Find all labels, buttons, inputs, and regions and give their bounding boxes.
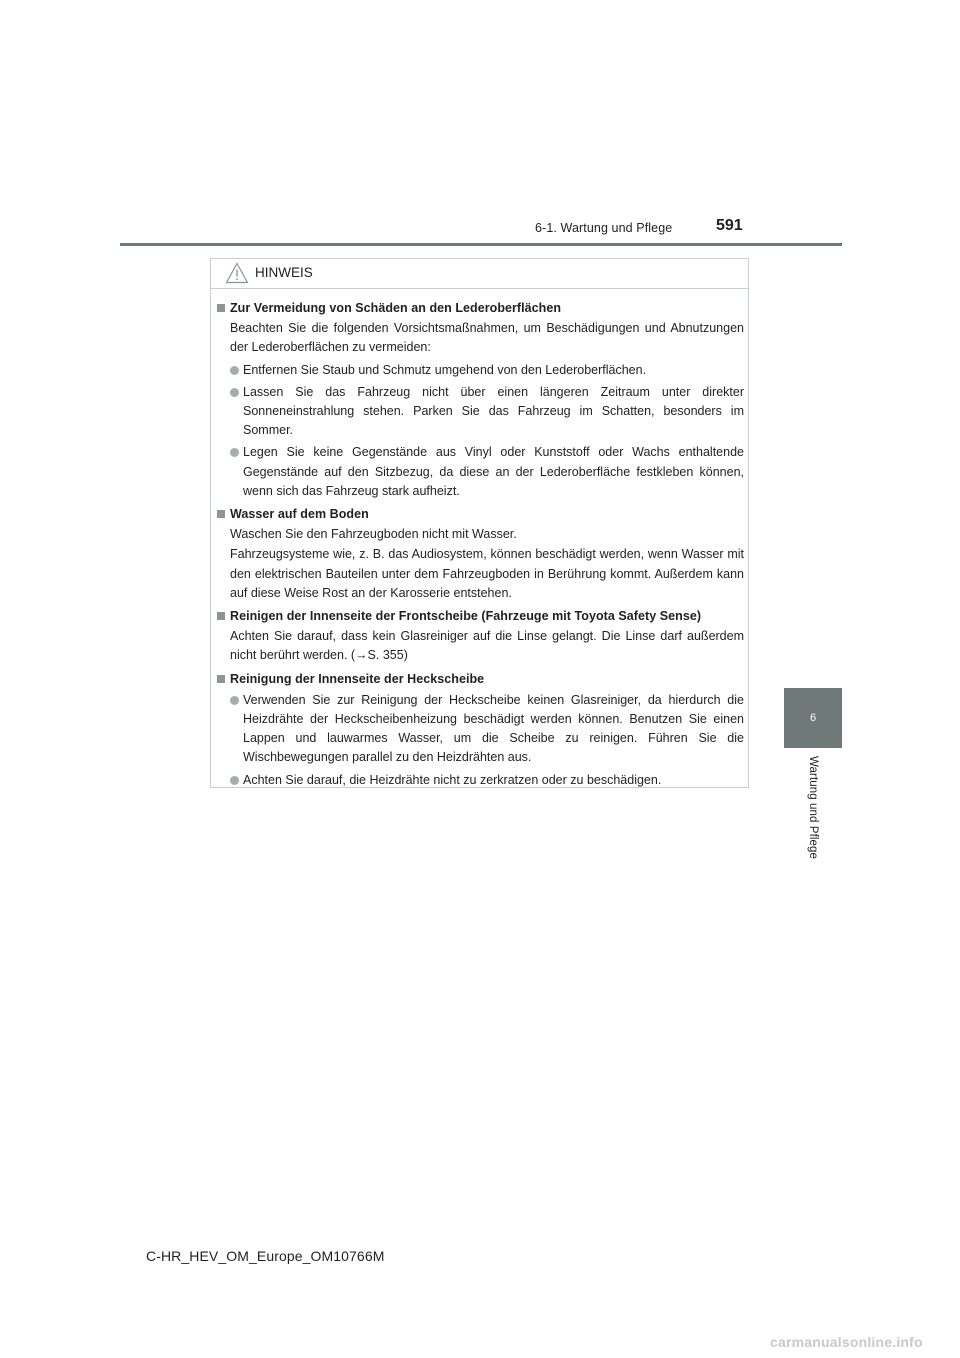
- notice-box: [210, 258, 749, 788]
- square-bullet-icon: [217, 612, 225, 620]
- chapter-label: Wartung und Pflege: [807, 756, 819, 860]
- paragraph: Beachten Sie die folgenden Vorsichtsmaßnahmen, um Beschädigungen und Abnutzungen der Lederoberflächen zu vermeiden:: [230, 321, 744, 355]
- notice-title: HINWEIS: [255, 265, 313, 280]
- circle-bullet-icon: [230, 366, 239, 375]
- square-bullet-icon: [217, 304, 225, 312]
- paragraph: Achten Sie darauf, dass kein Glasreiniger auf die Linse gelangt. Die Linse darf außerdem nicht berührt werden. (→S. 355): [230, 629, 744, 663]
- paragraph: Waschen Sie den Fahrzeugboden nicht mit Wasser.: [230, 527, 517, 542]
- section-heading: Wasser auf dem Boden: [217, 505, 744, 524]
- list-item: Verwenden Sie zur Reinigung der Heckscheibe keinen Glasreiniger, da hierdurch die Heizdrähte der Heckscheibenheizung beschädigt werden können. Benutzen Sie einen Lappen und lauwarmes Wasser, um die Scheibe zu reinigen. Führen Sie die Wischbewegungen parallel zu den Heizdrähten aus.: [217, 691, 744, 768]
- circle-bullet-icon: [230, 388, 239, 397]
- chapter-number: 6: [809, 712, 817, 724]
- circle-bullet-icon: [230, 448, 239, 457]
- paragraph: Fahrzeugsysteme wie, z. B. das Audiosystem, können beschädigt werden, wenn Wasser mit den elektrischen Bauteilen unter dem Fahrzeugboden in Berührung kommt. Außerdem kann auf diese Weise Rost an der Karosserie entstehen.: [230, 547, 744, 600]
- section-heading: Zur Vermeidung von Schäden an den Lederoberflächen: [217, 299, 744, 318]
- section-title: 6-1. Wartung und Pflege: [535, 221, 673, 235]
- chapter-tab[interactable]: [784, 688, 842, 748]
- section-heading: Reinigung der Innenseite der Heckscheibe: [217, 670, 744, 689]
- circle-bullet-icon: [230, 696, 239, 705]
- square-bullet-icon: [217, 510, 225, 518]
- list-item: Legen Sie keine Gegenstände aus Vinyl oder Kunststoff oder Wachs enthaltende Gegenstände auf den Sitzbezug, da diese an der Lederoberfläche festkleben können, wenn sich das Fahrzeug stark aufheizt.: [217, 443, 744, 501]
- square-bullet-icon: [217, 675, 225, 683]
- list-item: Entfernen Sie Staub und Schmutz umgehend von den Lederoberflächen.: [217, 361, 744, 380]
- header-divider: [120, 243, 842, 246]
- warning-triangle-icon: [225, 262, 249, 284]
- circle-bullet-icon: [230, 776, 239, 785]
- watermark[interactable]: carmanualsonline.info: [770, 1334, 923, 1350]
- list-item: Achten Sie darauf, die Heizdrähte nicht zu zerkratzen oder zu beschädigen.: [217, 771, 744, 790]
- notice-header: [211, 259, 748, 289]
- chapter-label-container: [784, 756, 842, 876]
- page-number: 591: [716, 217, 743, 234]
- notice-body: [217, 299, 744, 793]
- document-id: C-HR_HEV_OM_Europe_OM10766M: [146, 1248, 385, 1264]
- list-item: Lassen Sie das Fahrzeug nicht über einen längeren Zeitraum unter direkter Sonneneinstrahlung stehen. Parken Sie das Fahrzeug im Schatten, besonders im Sommer.: [217, 383, 744, 441]
- section-heading: Reinigen der Innenseite der Frontscheibe (Fahrzeuge mit Toyota Safety Sense): [217, 607, 744, 626]
